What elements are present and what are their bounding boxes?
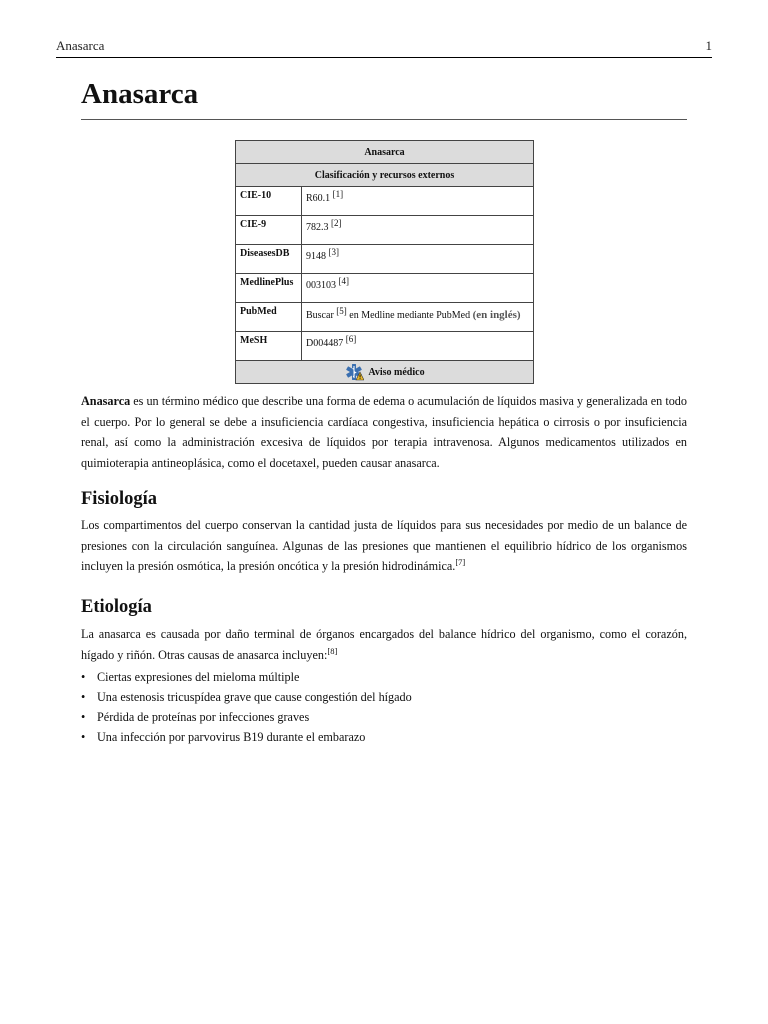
- page-number: 1: [705, 38, 712, 53]
- page-title: Anasarca: [81, 78, 687, 120]
- infobox-key: CIE-9: [236, 216, 302, 245]
- infobox-key: PubMed: [236, 303, 302, 332]
- section-heading-fisiologia: Fisiología: [81, 489, 158, 509]
- code-link[interactable]: 9148: [306, 251, 326, 262]
- code-link[interactable]: 003103: [306, 280, 336, 291]
- code-link[interactable]: 782.3: [306, 222, 329, 233]
- etiologia-text: La anasarca es causada por daño terminal de órganos encargados del balance hídrico del organismo, como el corazón, hígado y riñón. Otras causas de anasarca incluyen:: [81, 627, 687, 662]
- infobox-subtitle: Clasificación y recursos externos: [236, 164, 534, 187]
- citation-link[interactable]: [5]: [336, 306, 347, 316]
- citation-link[interactable]: [4]: [338, 276, 349, 286]
- etiologia-paragraph: [81, 624, 687, 665]
- infobox-key: DiseasesDB: [236, 245, 302, 274]
- list-item: • Pérdida de proteínas por infecciones graves: [81, 707, 412, 727]
- citation-link[interactable]: [1]: [332, 189, 344, 199]
- infobox-value: [302, 216, 534, 245]
- infobox-row: [236, 187, 534, 216]
- infobox-row: [236, 216, 534, 245]
- infobox-title: Anasarca: [236, 141, 534, 164]
- citation-link[interactable]: [7]: [455, 557, 466, 567]
- infobox-value: [302, 303, 534, 332]
- infobox-value: [302, 187, 534, 216]
- infobox-value: [302, 332, 534, 361]
- pubmed-search-link[interactable]: Buscar: [306, 310, 334, 321]
- pubmed-description: en Medline mediante PubMed: [349, 310, 471, 321]
- citation-link[interactable]: [2]: [331, 218, 342, 228]
- infobox-key: MedlinePlus: [236, 274, 302, 303]
- fisiologia-text: Los compartimentos del cuerpo conservan la cantidad justa de líquidos para sus necesidades por medio de un balance de presiones con la circulación sanguínea. Algunas de las presiones que mantienen el equilibrio hídrico de los organismos incluyen la presión osmótica, la presión oncótica y la presión hidrodinámica.: [81, 518, 687, 573]
- citation-link[interactable]: [6]: [345, 334, 357, 344]
- infobox: [235, 140, 534, 384]
- list-item: • Una estenosis tricuspídea grave que cause congestión del hígado: [81, 687, 412, 707]
- infobox-footer: [236, 361, 534, 384]
- list-item: • Una infección por parvovirus B19 durante el embarazo: [81, 727, 412, 747]
- language-note: (en inglés): [472, 309, 521, 321]
- fisiologia-paragraph: [81, 515, 687, 577]
- infobox-row-pubmed: [236, 303, 534, 332]
- infobox-key: CIE-10: [236, 187, 302, 216]
- intro-text: es un término médico que describe una forma de edema o acumulación de líquidos masiva y generalizada en todo el cuerpo. Por lo general se debe a insuficiencia cardíaca congestiva, insuficiencia hepática o cirrosis o por insuficiencia renal, así como la administración excesiva de líquidos por terapia intravenosa. Algunos medicamentos utilizados en quimioterapia antineoplásica, como el docetaxel, pueden causar anasarca.: [81, 394, 687, 470]
- infobox-row: [236, 332, 534, 361]
- infobox-row: [236, 245, 534, 274]
- running-title: Anasarca: [56, 38, 105, 53]
- running-header: [56, 38, 712, 58]
- list-item: • Ciertas expresiones del mieloma múltiple: [81, 667, 412, 687]
- medical-star-of-life-icon: [344, 363, 364, 381]
- causes-list: [81, 667, 412, 747]
- intro-paragraph: [81, 391, 687, 473]
- medical-disclaimer-link[interactable]: Aviso médico: [368, 366, 425, 378]
- infobox-row: [236, 274, 534, 303]
- infobox-value: [302, 245, 534, 274]
- citation-link[interactable]: [3]: [328, 247, 339, 257]
- citation-link[interactable]: [8]: [327, 645, 338, 656]
- code-link[interactable]: R60.1: [306, 193, 331, 204]
- infobox-key: MeSH: [236, 332, 302, 361]
- section-heading-etiologia: Etiología: [81, 597, 152, 617]
- code-link[interactable]: D004487: [306, 338, 344, 349]
- infobox-value: [302, 274, 534, 303]
- intro-term: Anasarca: [81, 394, 131, 408]
